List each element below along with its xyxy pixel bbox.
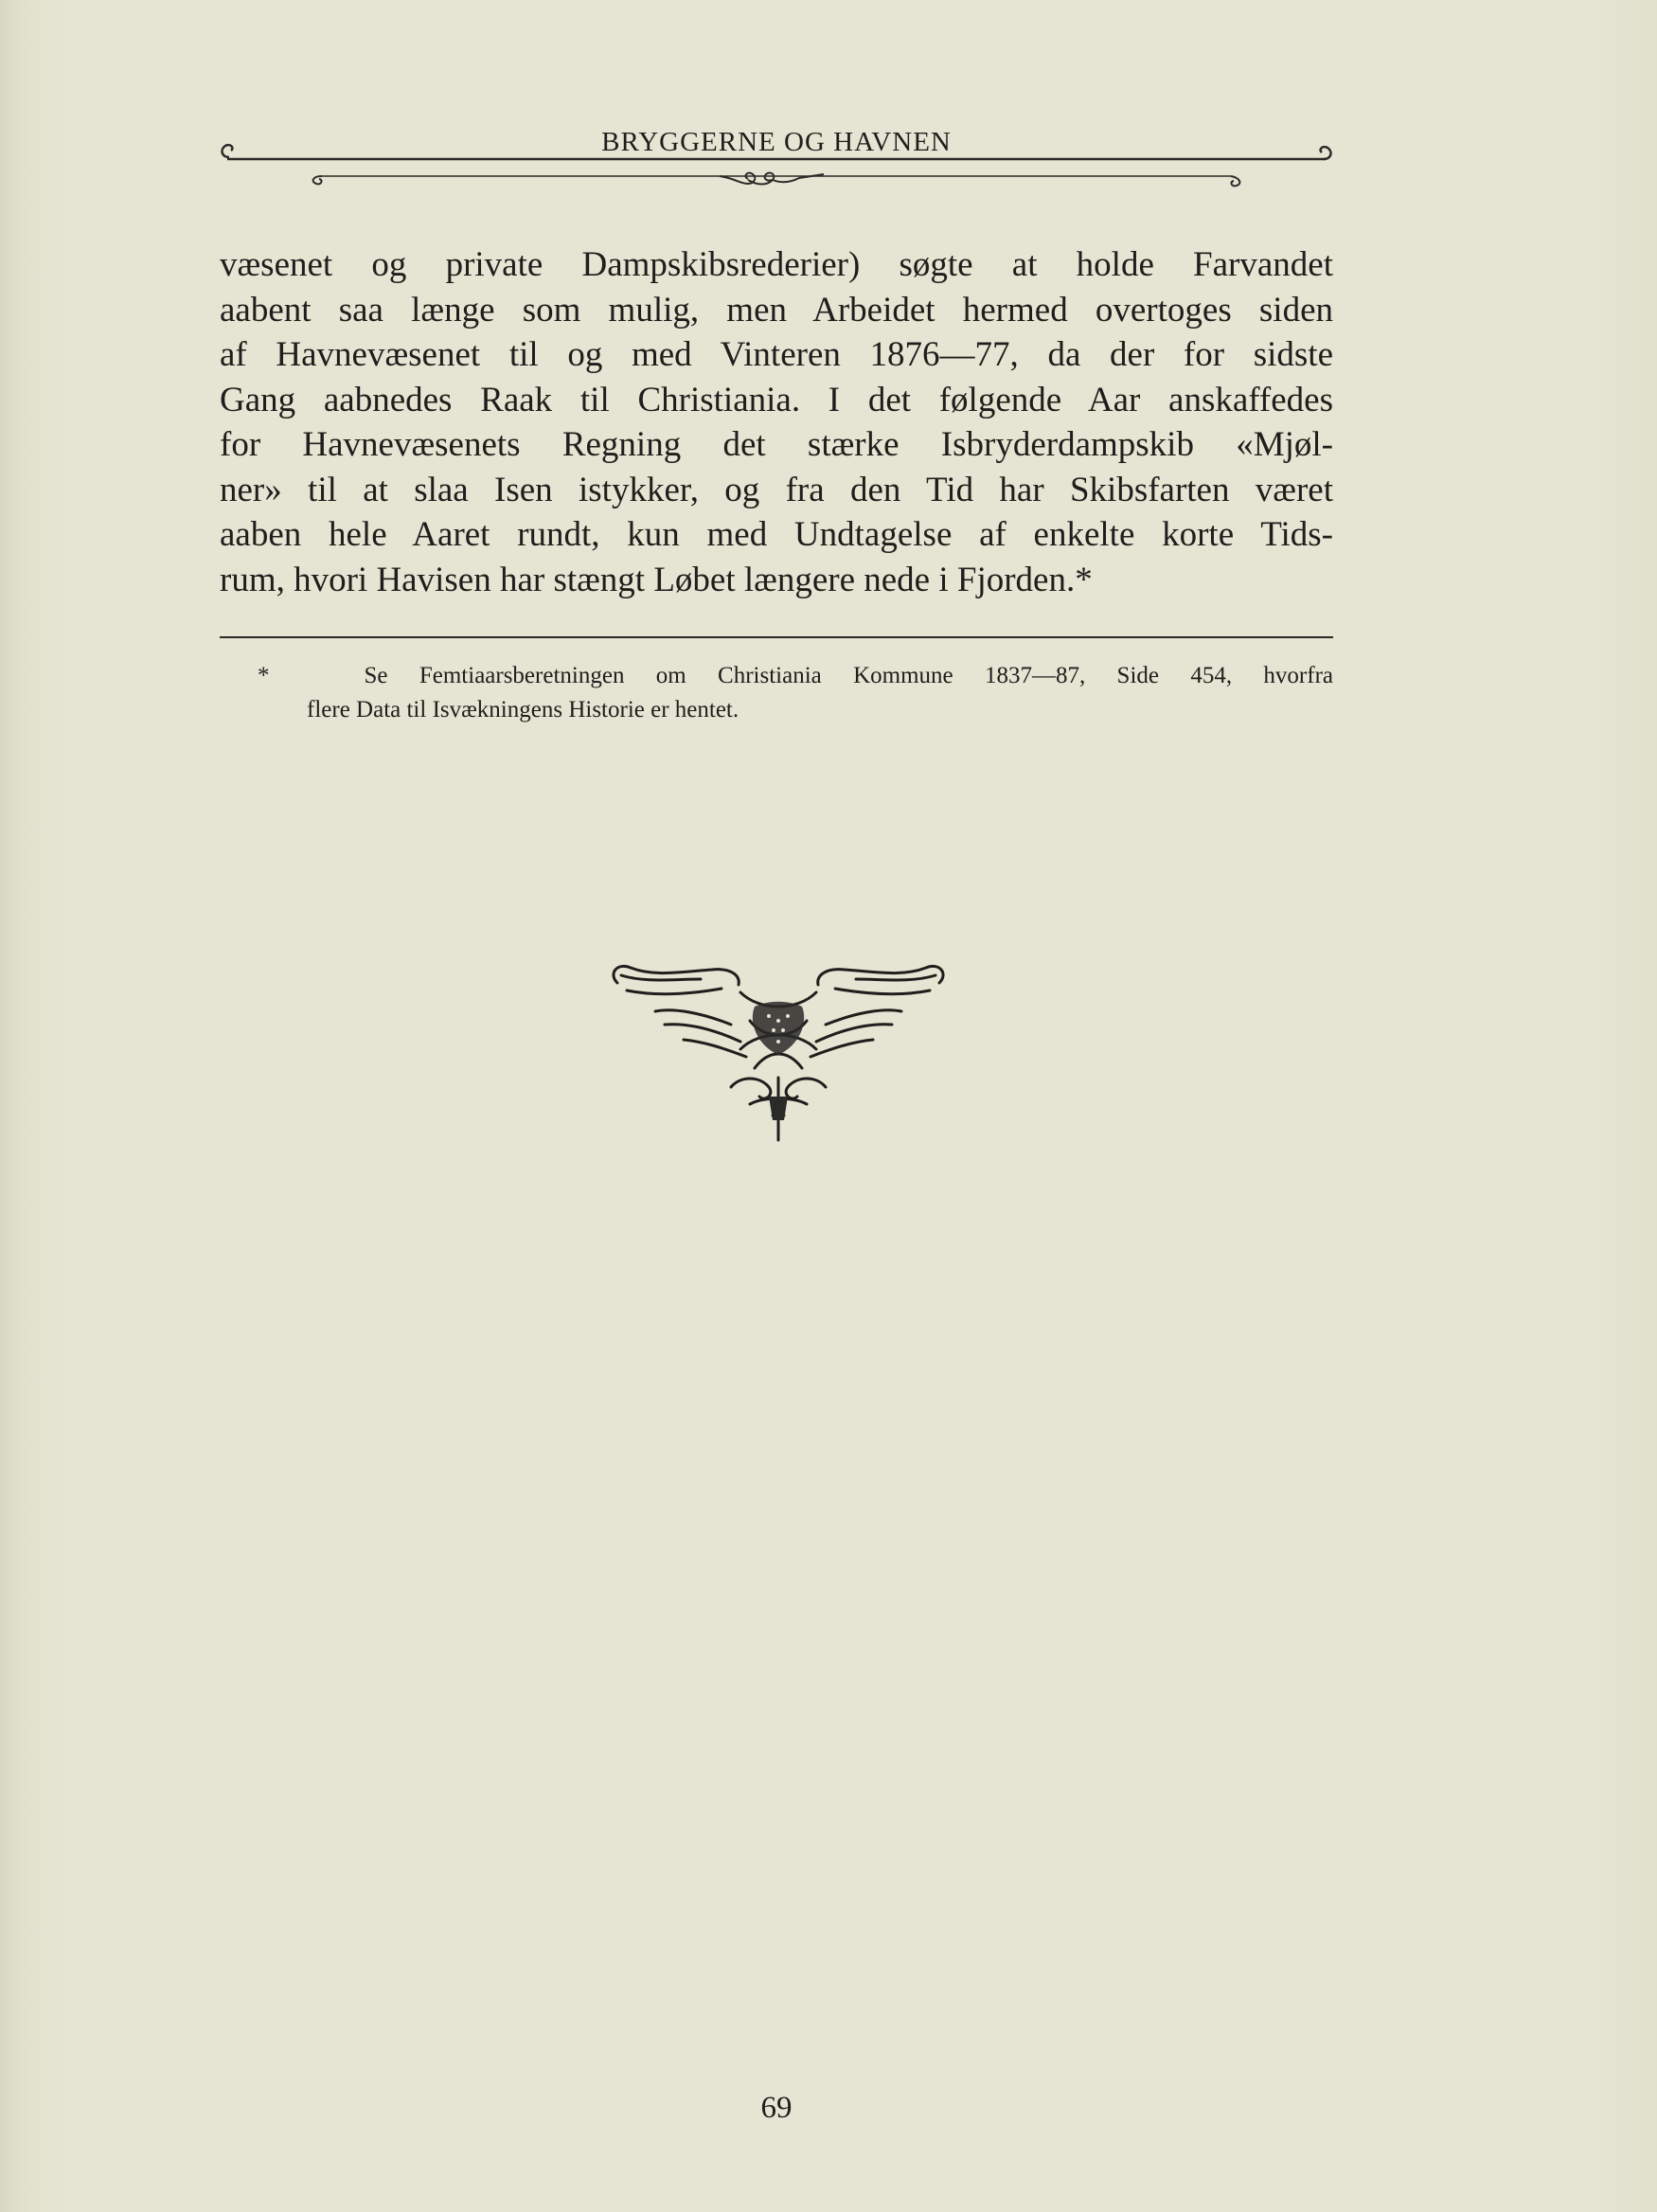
footnote-line xyxy=(258,659,1333,693)
body-line: rum, hvori Havisen har stængt Løbet længere nede i Fjorden.* xyxy=(220,560,1093,599)
footnote-marker: * xyxy=(258,663,270,688)
body-line: af Havnevæsenet til og med Vinteren 1876—77, da der for sidste xyxy=(220,335,1333,374)
running-head-title: BRYGGERNE OG HAVNEN xyxy=(601,127,952,157)
body-line: ner» til at slaa Isen istykker, og fra den Tid har Skibsfarten været xyxy=(220,470,1333,509)
body-line: Gang aabnedes Raak til Christiania. I det følgende Aar anskaffedes xyxy=(220,380,1333,419)
running-head xyxy=(218,121,1335,197)
body-line: aabent saa længe som mulig, men Arbeidet hermed overtoges siden xyxy=(220,290,1333,330)
footnote-line: flere Data til Isvækningens Historie er hentet. xyxy=(307,697,739,722)
floral-vignette-icon xyxy=(598,954,958,1144)
footnote xyxy=(258,659,1333,727)
body-line: væsenet og private Dampskibsrederier) søgte at holde Farvandet xyxy=(220,245,1333,284)
body-paragraph xyxy=(220,242,1333,602)
body-line: aaben hele Aaret rundt, kun med Undtagelse af enkelte korte Tids- xyxy=(220,515,1333,554)
page-number: 69 xyxy=(760,2091,793,2125)
footnote-text: Se Femtiaarsberetningen om Christiania Kommune 1837—87, Side 454, hvorfra xyxy=(364,663,1333,688)
body-line: for Havnevæsenets Regning det stærke Isbryderdampskib «Mjøl- xyxy=(220,425,1333,464)
footnote-divider xyxy=(220,636,1333,638)
